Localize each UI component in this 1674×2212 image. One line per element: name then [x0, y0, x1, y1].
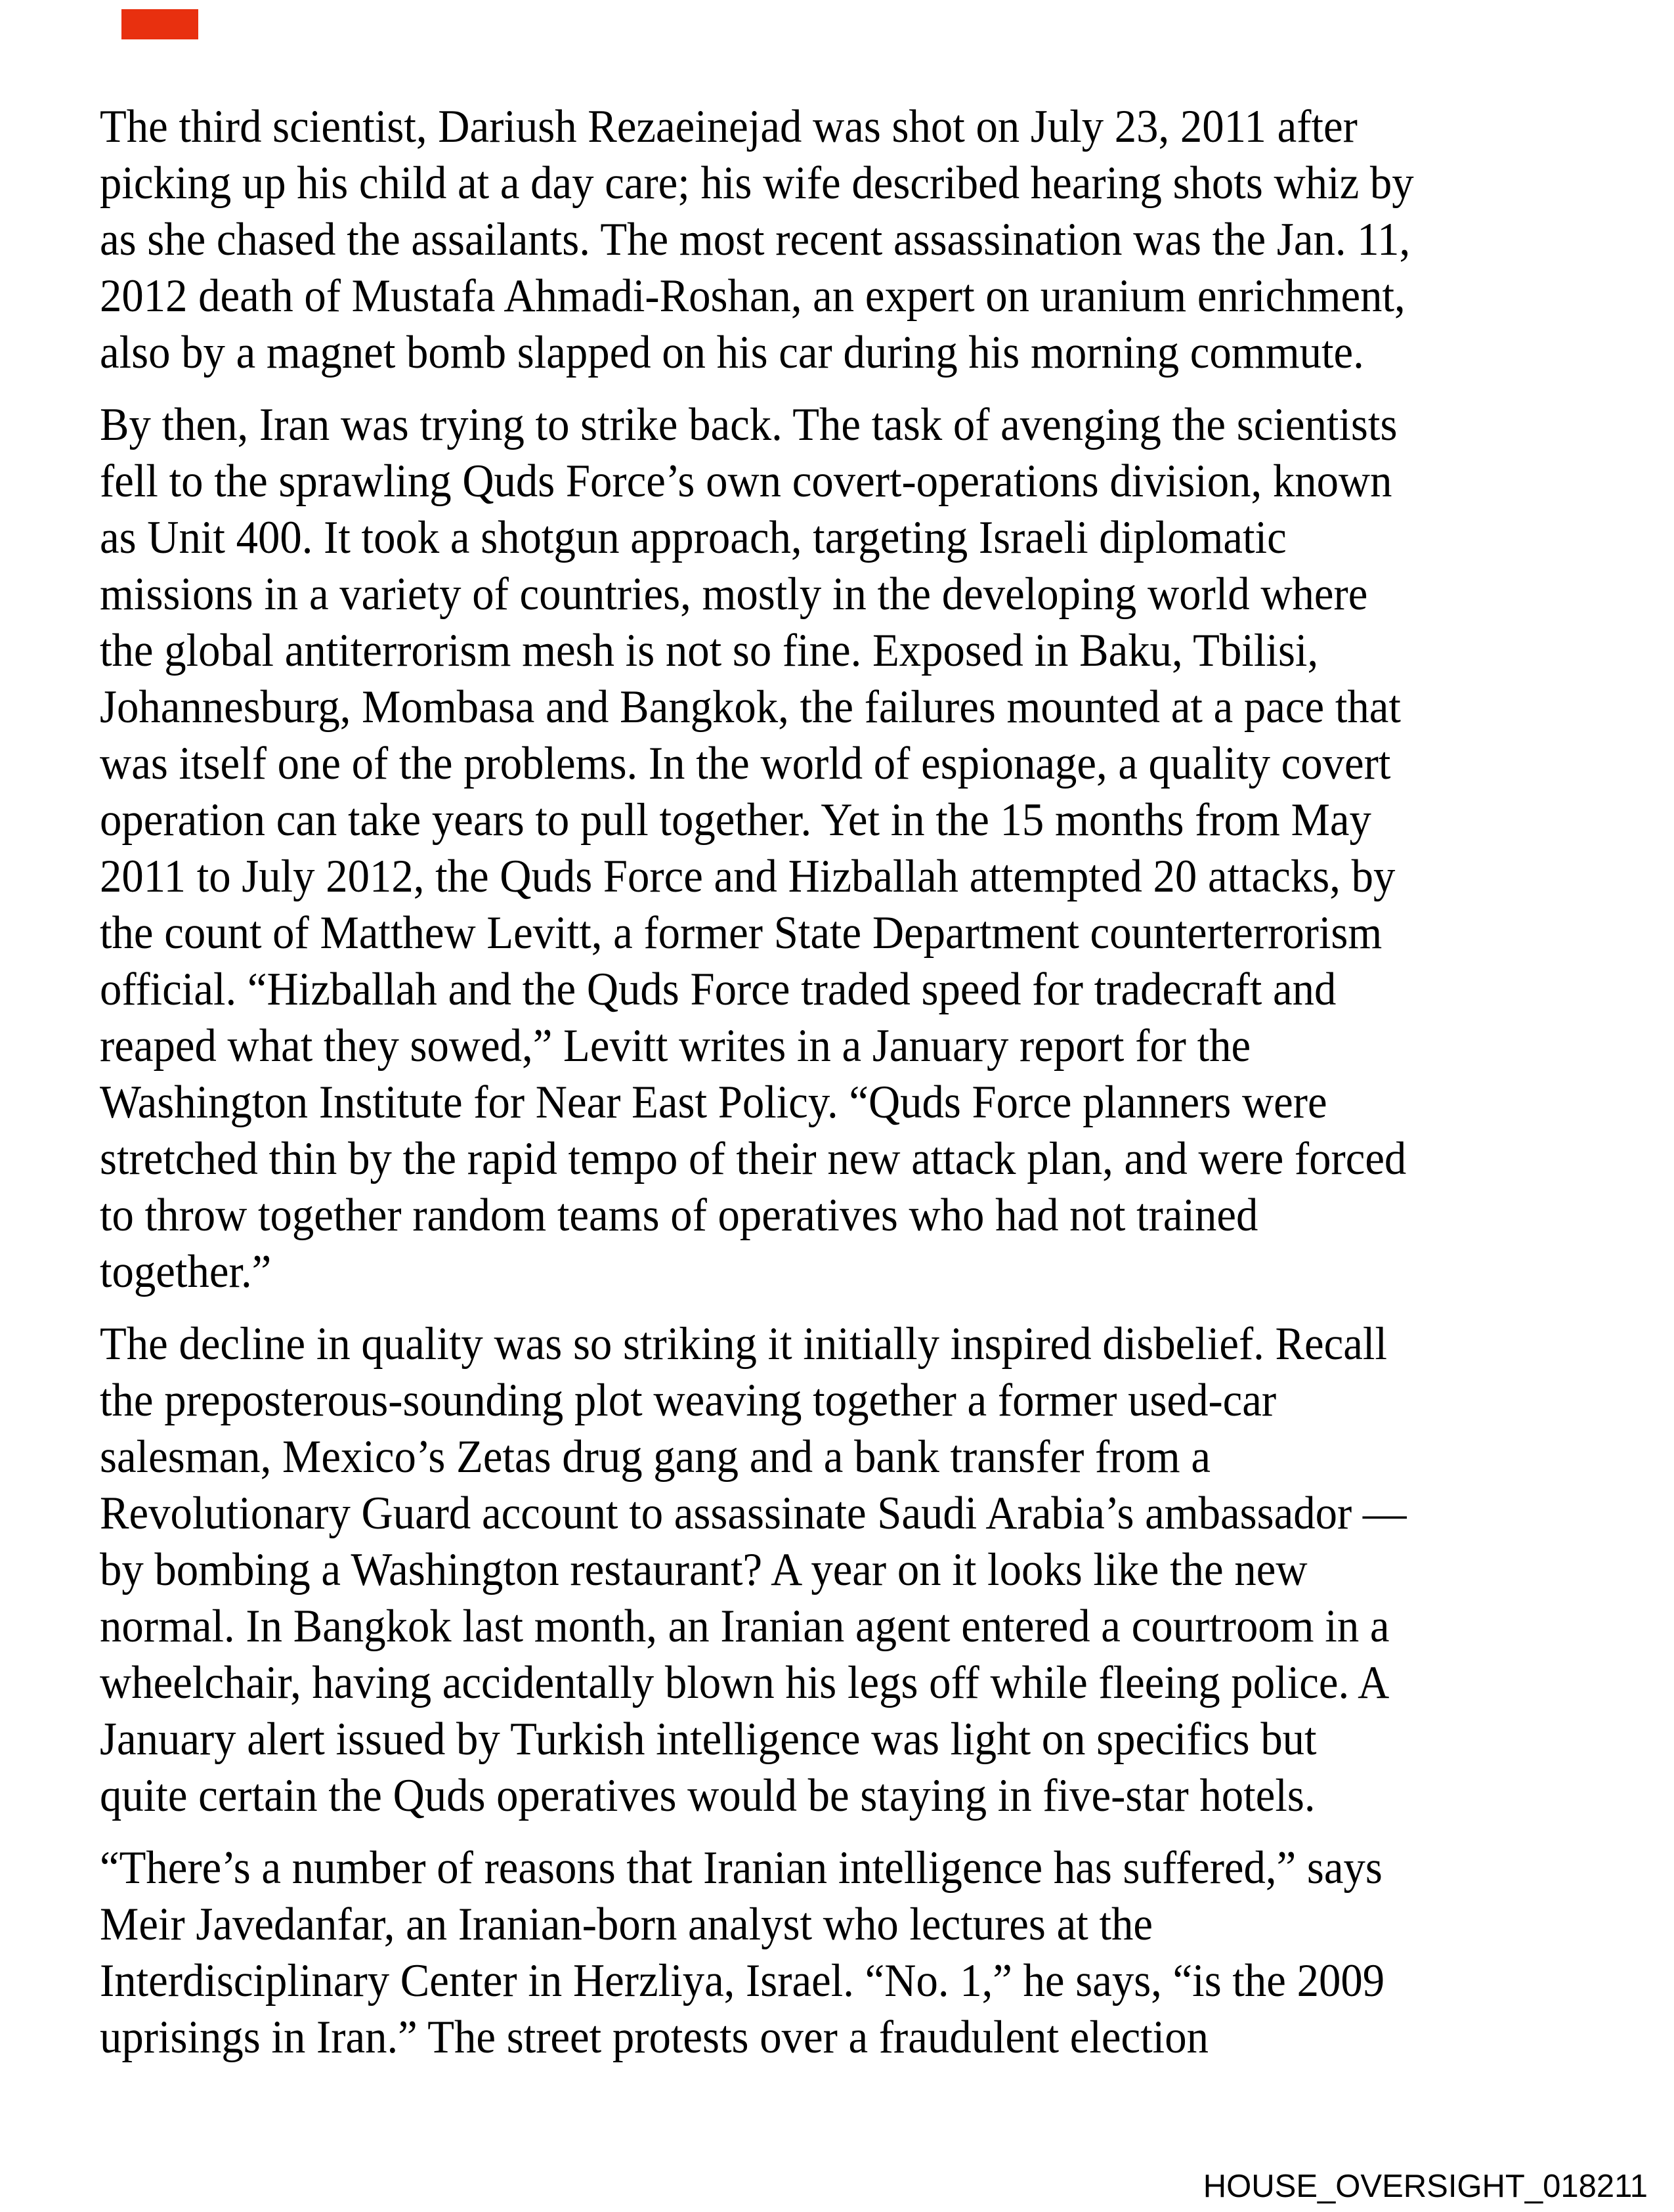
text-line: the count of Matthew Levitt, a former State Department counterterrorism: [100, 907, 1383, 959]
text-line: by bombing a Washington restaurant? A year on it looks like the new: [100, 1544, 1308, 1595]
article-text-block: [100, 98, 1636, 2066]
text-line: fell to the sprawling Quds Force’s own covert-operations division, known: [100, 456, 1392, 507]
text-line: Johannesburg, Mombasa and Bangkok, the failures mounted at a pace that: [100, 682, 1401, 733]
text-line: as she chased the assailants. The most recent assassination was the Jan. 11,: [100, 214, 1411, 265]
text-line: missions in a variety of countries, mostly in the developing world where: [100, 569, 1368, 620]
text-line: Meir Javedanfar, an Iranian-born analyst who lectures at the: [100, 1899, 1153, 1950]
text-line: stretched thin by the rapid tempo of their new attack plan, and were forced: [100, 1133, 1407, 1184]
text-line: “There’s a number of reasons that Iranian intelligence has suffered,” says: [100, 1842, 1383, 1894]
text-line: wheelchair, having accidentally blown his legs off while fleeing police. A: [100, 1657, 1390, 1708]
text-line: also by a magnet bomb slapped on his car during his morning commute.: [100, 327, 1364, 378]
paragraph: [100, 98, 1636, 381]
paragraph: [100, 1316, 1636, 1824]
paragraph: [100, 397, 1636, 1300]
text-line: together.”: [100, 1246, 272, 1297]
text-line: quite certain the Quds operatives would be staying in five-star hotels.: [100, 1770, 1316, 1821]
text-line: as Unit 400. It took a shotgun approach, targeting Israeli diplomatic: [100, 512, 1287, 563]
text-line: 2012 death of Mustafa Ahmadi-Roshan, an expert on uranium enrichment,: [100, 271, 1406, 322]
paragraph: [100, 1840, 1636, 2066]
text-line: The decline in quality was so striking it initially inspired disbelief. Recall: [100, 1318, 1388, 1370]
text-line: operation can take years to pull together. Yet in the 15 months from May: [100, 794, 1371, 846]
text-line: official. “Hizballah and the Quds Force traded speed for tradecraft and: [100, 964, 1337, 1015]
text-line: picking up his child at a day care; his wife described hearing shots whiz by: [100, 158, 1414, 209]
text-line: By then, Iran was trying to strike back. The task of avenging the scientists: [100, 399, 1398, 450]
text-line: The third scientist, Dariush Rezaeinejad was shot on July 23, 2011 after: [100, 101, 1358, 152]
red-redaction-mark: [121, 9, 198, 39]
text-line: the global antiterrorism mesh is not so fine. Exposed in Baku, Tbilisi,: [100, 625, 1319, 676]
text-line: Interdisciplinary Center in Herzliya, Israel. “No. 1,” he says, “is the 2009: [100, 1955, 1385, 2006]
bates-stamp: HOUSE_OVERSIGHT_018211: [1203, 2169, 1648, 2204]
text-line: reaped what they sowed,” Levitt writes in a January report for the: [100, 1020, 1251, 1072]
text-line: Revolutionary Guard account to assassinate Saudi Arabia’s ambassador —: [100, 1488, 1407, 1539]
text-line: January alert issued by Turkish intelligence was light on specifics but: [100, 1714, 1317, 1765]
text-line: normal. In Bangkok last month, an Iranian agent entered a courtroom in a: [100, 1601, 1390, 1652]
text-line: to throw together random teams of operatives who had not trained: [100, 1190, 1258, 1241]
text-line: 2011 to July 2012, the Quds Force and Hizballah attempted 20 attacks, by: [100, 851, 1396, 902]
text-line: salesman, Mexico’s Zetas drug gang and a bank transfer from a: [100, 1431, 1211, 1483]
text-line: was itself one of the problems. In the world of espionage, a quality covert: [100, 738, 1391, 789]
text-line: uprisings in Iran.” The street protests over a fraudulent election: [100, 2012, 1209, 2063]
text-line: Washington Institute for Near East Policy. “Quds Force planners were: [100, 1077, 1327, 1128]
text-line: the preposterous-sounding plot weaving together a former used-car: [100, 1375, 1277, 1426]
